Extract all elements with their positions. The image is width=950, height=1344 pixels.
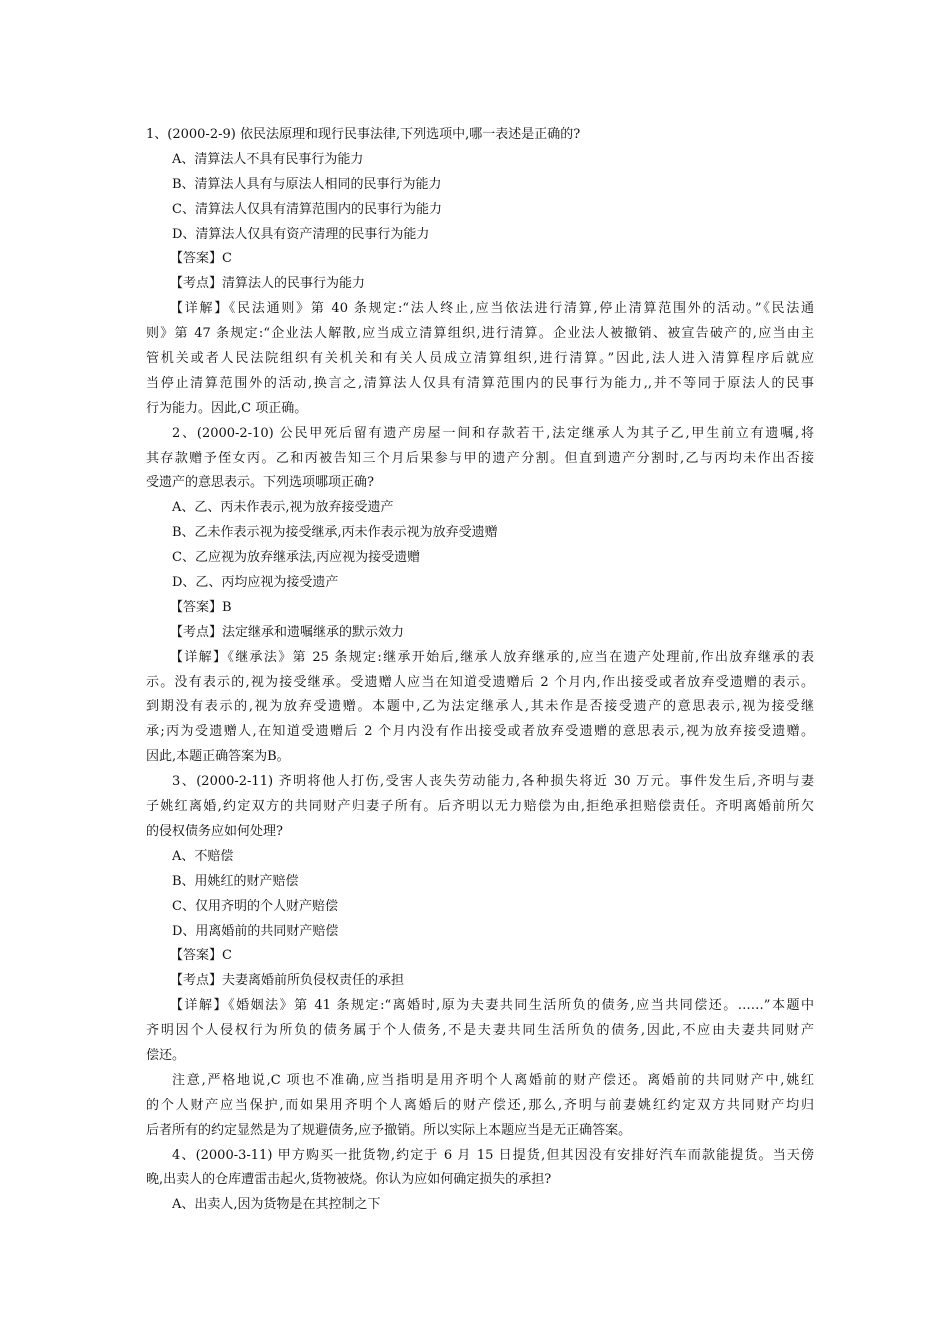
text-line: 【详解】《继承法》第 25 条规定:继承开始后,继承人放弃继承的,应当在遗产处理前,作出放弃继承的表 bbox=[170, 649, 814, 665]
text-line: 注意,严格地说,C 项也不准确,应当指明是用齐明个人离婚前的财产偿还。离婚前的共同财产中,姚红 bbox=[172, 1072, 814, 1088]
text-line: 【详解】《民法通则》第 40 条规定:“法人终止,应当依法进行清算,停止清算范围外的活动。”《民法通 bbox=[170, 301, 814, 317]
text-line: A、清算法人不具有民事行为能力 bbox=[172, 151, 364, 167]
text-line: 受遗产的意思表示。下列选项哪项正确? bbox=[146, 475, 374, 491]
text-line: 【考点】夫妻离婚前所负侵权责任的承担 bbox=[170, 973, 405, 989]
text-line: 【考点】清算法人的民事行为能力 bbox=[170, 276, 366, 292]
text-line: C、清算法人仅具有清算范围内的民事行为能力 bbox=[172, 201, 442, 217]
text-line: 2、(2000-2-10) 公民甲死后留有遗产房屋一间和存款若干,法定继承人为其子乙,甲生前立有遗嘱,将 bbox=[172, 425, 814, 441]
text-line: 其存款赠予侄女丙。乙和丙被告知三个月后果参与甲的遗产分割。但直到遗产分割时,乙与丙均未作出否接 bbox=[146, 450, 814, 466]
text-line: B、用姚红的财产赔偿 bbox=[172, 873, 299, 889]
text-line: 示。没有表示的,视为接受继承。受遗赠人应当在知道受遗赠后 2 个月内,作出接受或者放弃受遗赠的表示。 bbox=[146, 674, 814, 690]
text-line: D、用离婚前的共同财产赔偿 bbox=[172, 923, 339, 939]
text-line: 行为能力。因此,C 项正确。 bbox=[146, 400, 308, 416]
text-line: B、清算法人具有与原法人相同的民事行为能力 bbox=[172, 176, 442, 192]
text-line: A、不赔偿 bbox=[172, 848, 234, 864]
text-line: 的个人财产应当保护,而如果用齐明个人离婚后的财产偿还,那么,齐明与前妻姚红约定双方共同财产均归 bbox=[146, 1097, 814, 1113]
text-line: 【答案】C bbox=[170, 948, 232, 964]
text-line: 则》第 47 条规定:“企业法人解散,应当成立清算组织,进行清算。企业法人被撤销、被宣告破产的,应当由主 bbox=[146, 326, 814, 342]
text-line: 【考点】法定继承和遗嘱继承的默示效力 bbox=[170, 624, 405, 640]
text-line: C、仅用齐明的个人财产赔偿 bbox=[172, 898, 338, 914]
text-line: 齐明因个人侵权行为所负的债务属于个人债务,不是夫妻共同生活所负的债务,因此,不应由夫妻共同财产 bbox=[146, 1023, 814, 1039]
text-line: 【答案】C bbox=[170, 251, 232, 267]
text-line: 的侵权债务应如何处理? bbox=[146, 823, 283, 839]
text-line: A、乙、丙未作表示,视为放弃接受遗产 bbox=[172, 500, 394, 516]
text-line: 后者所有的约定显然是为了规避债务,应予撤销。所以实际上本题应当是无正确答案。 bbox=[146, 1122, 632, 1138]
text-line: 偿还。 bbox=[146, 1047, 186, 1063]
text-line: 子姚红离婚,约定双方的共同财产归妻子所有。后齐明以无力赔偿为由,拒绝承担赔偿责任。齐明离婚前所欠 bbox=[146, 799, 814, 815]
text-line: B、乙未作表示视为接受继承,丙未作表示视为放弃受遗赠 bbox=[172, 525, 498, 541]
document-page bbox=[146, 123, 814, 1218]
text-line: D、清算法人仅具有资产清理的民事行为能力 bbox=[172, 226, 430, 242]
text-line: D、乙、丙均应视为接受遗产 bbox=[172, 575, 339, 591]
text-line: 承;丙为受遗赠人,在知道受遗赠后 2 个月内没有作出接受或者放弃受遗赠的意思表示,视为放弃接受遗赠。 bbox=[146, 724, 814, 740]
text-line: 管机关或者人民法院组织有关机关和有关人员成立清算组织,进行清算。”因此,法人进入清算程序后就应 bbox=[146, 351, 814, 367]
text-line: 【详解】《婚姻法》第 41 条规定:“离婚时,原为夫妻共同生活所负的债务,应当共同偿还。……”本题中 bbox=[170, 998, 814, 1014]
text-line: 1、(2000-2-9) 依民法原理和现行民事法律,下列选项中,哪一表述是正确的? bbox=[146, 127, 581, 142]
text-line: A、出卖人,因为货物是在其控制之下 bbox=[172, 1197, 381, 1213]
text-line: C、乙应视为放弃继承法,丙应视为接受遗赠 bbox=[172, 550, 421, 566]
text-line: 到期没有表示的,视为放弃受遗赠。本题中,乙为法定继承人,其未作是否接受遗产的意思表示,视为接受继 bbox=[146, 699, 814, 715]
text-line: 晚,出卖人的仓库遭雷击起火,货物被烧。你认为应如何确定损失的承担? bbox=[146, 1172, 552, 1188]
text-line: 因此,本题正确答案为B。 bbox=[146, 749, 290, 765]
text-line: 当停止清算范围外的活动,换言之,清算法人仅具有清算范围内的民事行为能力,,并不等同于原法人的民事 bbox=[146, 375, 814, 391]
text-line: 【答案】B bbox=[170, 599, 232, 615]
text-line: 4、(2000-3-11) 甲方购买一批货物,约定于 6 月 15 日提货,但其因没有安排好汽车而款能提货。当天傍 bbox=[172, 1147, 814, 1163]
text-line: 3、(2000-2-11) 齐明将他人打伤,受害人丧失劳动能力,各种损失将近 30 万元。事件发生后,齐明与妻 bbox=[172, 774, 814, 790]
